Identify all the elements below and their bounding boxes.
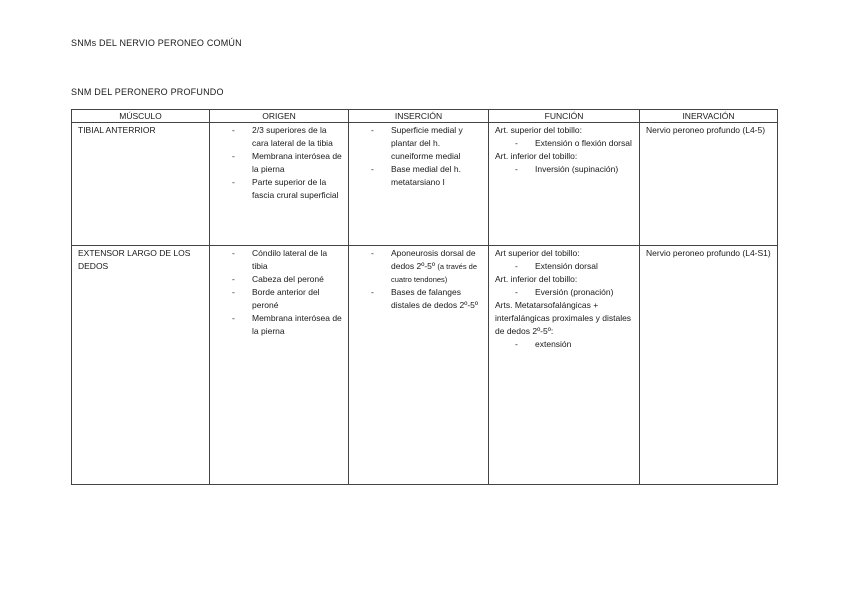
movement-item: - extensión xyxy=(495,338,633,351)
list-item: - Membrana interósea de la pierna xyxy=(216,150,342,176)
inervacion-cell: Nervio peroneo profundo (L4-5) xyxy=(640,123,778,246)
muscle-table xyxy=(71,109,778,485)
document-title: SNMs DEL NERVIO PERONEO COMÚN xyxy=(71,38,242,48)
list-item: - Cabeza del peroné xyxy=(216,273,342,286)
joint-label: Art. inferior del tobillo: xyxy=(495,274,578,284)
header-origen: ORIGEN xyxy=(210,110,349,123)
list-item: - Borde anterior del peroné xyxy=(216,286,342,312)
table-header-row xyxy=(72,110,778,123)
inervacion-cell: Nervio peroneo profundo (L4-S1) xyxy=(640,246,778,485)
joint-label: Art. inferior del tobillo: xyxy=(495,151,578,161)
list-item: - Cóndilo lateral de la tibia xyxy=(216,247,342,273)
list-item: - Membrana interósea de la pierna xyxy=(216,312,342,338)
list-item: - Parte superior de la fascia crural superficial xyxy=(216,176,342,202)
list-item xyxy=(355,247,482,286)
list-item: - Superficie medial y plantar del h. cuneiforme medial xyxy=(355,124,482,163)
funcion-cell xyxy=(489,123,640,246)
musculo-cell: EXTENSOR LARGO DE LOS DEDOS xyxy=(72,246,210,485)
list-item: - Base medial del h. metatarsiano I xyxy=(355,163,482,189)
table-row xyxy=(72,123,778,246)
movement-item: - Inversión (supinación) xyxy=(495,163,633,176)
insercion-note: (a través de cuatro tendones) xyxy=(391,262,477,284)
insercion-text: Aponeurosis dorsal de dedos 2º-5º xyxy=(391,248,476,271)
joint-label: Art. superior del tobillo: xyxy=(495,125,582,135)
list-item: - Bases de falanges distales de dedos 2º-5º xyxy=(355,286,482,312)
insercion-cell xyxy=(349,123,489,246)
joint-label: Arts. Metatarsofalángicas + interfalángicas proximales y distales de dedos 2º-5º: xyxy=(495,300,632,336)
joint-label: Art superior del tobillo: xyxy=(495,248,580,258)
header-funcion: FUNCIÓN xyxy=(489,110,640,123)
movement-item: - Eversión (pronación) xyxy=(495,286,633,299)
section-title: SNM DEL PERONERO PROFUNDO xyxy=(71,87,224,97)
funcion-cell xyxy=(489,246,640,485)
musculo-cell: TIBIAL ANTERRIOR xyxy=(72,123,210,246)
table-row xyxy=(72,246,778,485)
header-insercion: INSERCIÓN xyxy=(349,110,489,123)
header-musculo: MÚSCULO xyxy=(72,110,210,123)
origen-cell xyxy=(210,246,349,485)
origen-cell xyxy=(210,123,349,246)
list-item: - 2/3 superiores de la cara lateral de la tibia xyxy=(216,124,342,150)
movement-item: - Extensión dorsal xyxy=(495,260,633,273)
movement-item: - Extensión o flexión dorsal xyxy=(495,137,633,150)
insercion-cell xyxy=(349,246,489,485)
header-inervacion: INERVACIÓN xyxy=(640,110,778,123)
